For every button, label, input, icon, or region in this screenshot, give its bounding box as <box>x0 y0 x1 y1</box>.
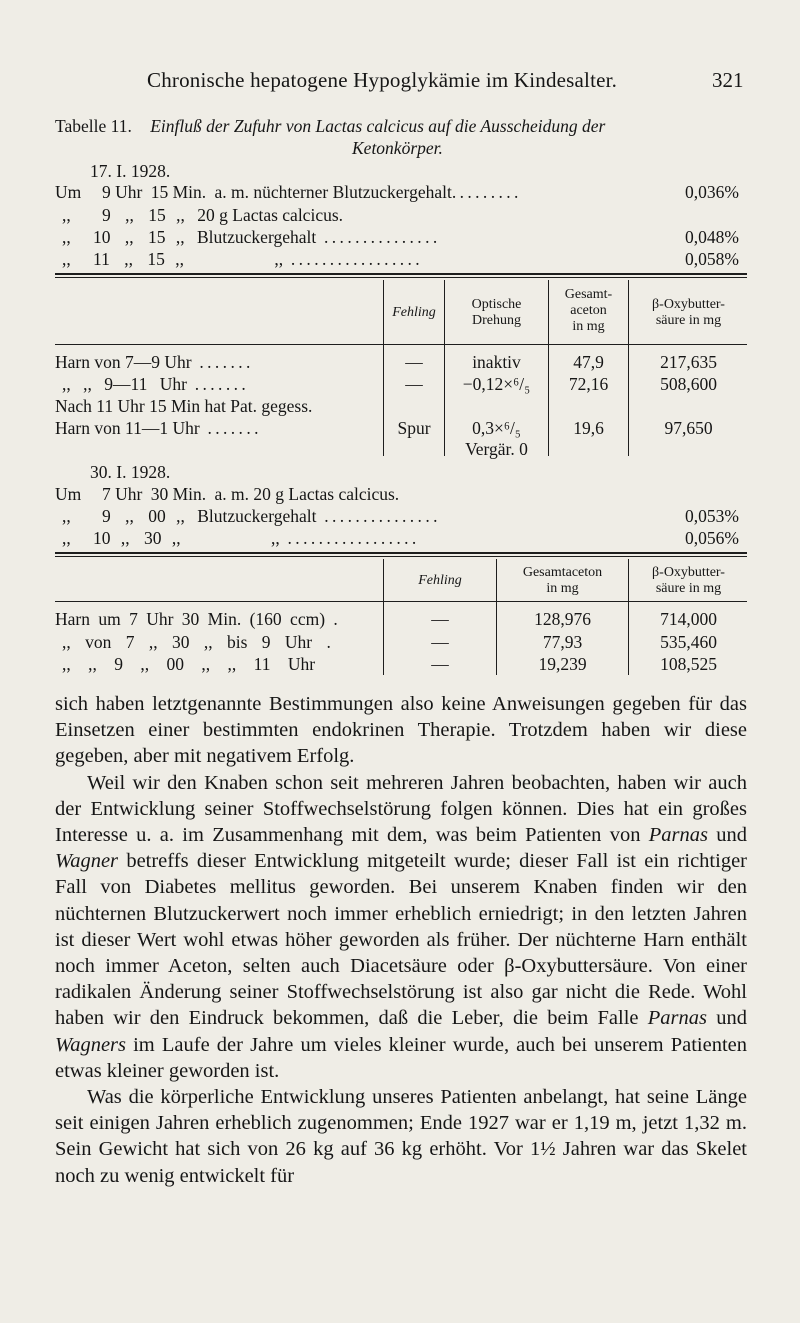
table1-header-saeure <box>630 297 747 329</box>
log-unit: ,, <box>120 528 130 548</box>
table-cell: inaktiv <box>472 352 521 372</box>
log-hour: 7 <box>102 484 111 504</box>
header-line: säure in mg <box>655 313 722 328</box>
header-line: β-Oxybutter- <box>652 565 725 580</box>
header-line: Drehung <box>472 313 521 328</box>
log-value: 0,058% <box>685 249 739 269</box>
log-hour: 9 <box>102 506 111 526</box>
log-time <box>102 205 343 226</box>
table1-header-aceton <box>550 287 627 335</box>
log-min: 15 <box>148 227 166 247</box>
log-time <box>102 484 399 505</box>
log-desc: ,, <box>271 528 280 548</box>
section1-date: 17. I. 1928. <box>90 161 171 181</box>
log-desc: 20 g Lactas calcicus. <box>197 205 344 225</box>
log-unit2: Min. <box>172 484 207 504</box>
log-value: 0,056% <box>685 528 739 548</box>
section2-date: 30. I. 1928. <box>90 462 171 482</box>
header-line: β-Oxybutter- <box>652 297 725 312</box>
log-desc: a. m. 20 g Lactas calcicus. <box>214 484 400 504</box>
log-prefix: ,, <box>62 227 71 247</box>
table1-col-divider <box>628 280 629 456</box>
header-line: aceton <box>570 303 607 318</box>
table-cell: 535,460 <box>660 632 717 652</box>
log-time: 9 ,, 00 ,, Blutzuckergehalt ............... <box>102 506 441 526</box>
log-prefix: ,, <box>62 528 71 548</box>
table-row-label: ,, ,, 9 ,, 00 ,, ,, 11 Uhr <box>62 654 316 674</box>
header-line: in mg <box>572 319 605 334</box>
log-hour: 11 <box>93 249 110 269</box>
table-cell: 508,600 <box>660 374 717 394</box>
log-prefix: Um <box>55 484 82 504</box>
log-desc: ,, <box>274 249 284 269</box>
table-cell: — <box>405 374 423 394</box>
log-unit2: ,, <box>175 249 184 269</box>
table-cell: 714,000 <box>660 609 717 629</box>
table-cell: 19,239 <box>538 654 587 674</box>
log-unit2: ,, <box>176 205 185 225</box>
log-unit2: ,, <box>176 506 185 526</box>
table2-col-divider <box>383 559 384 675</box>
log-row <box>55 182 81 203</box>
table-caption-line2 <box>352 138 443 159</box>
table1-col-divider <box>383 280 384 456</box>
paragraph: Weil wir den Knaben schon seit mehreren Jahren beobachten, haben wir auch der Entwicklung seiner Stoffwechselstörung folgen können. Dies hat ein großes Interesse u. a. im Zusammenhang mit dem, was beim Patienten von Parnas und Wagner betreffs dieser Entwicklung mitgeteilt wurde; dieser Fall ist ein richtiger Fall von Diabetes mellitus geworden. Bei unserem Knaben finden wir den nüchternen Blutzuckerwert noch immer erheblich erniedrigt; in den letzten Jahren ist dieser Wert wohl etwas höher geworden als früher. Der nüchterne Harn enthält noch immer Aceton, selten auch Diacetsäure oder β-Oxybuttersäure. Von einer radikalen Änderung seiner Stoffwechselstörung ist also gar nicht die Rede. Wohl haben wir den Eindruck bekommen, daß die Leber, die beim Falle Parnas und Wagners im Laufe der Jahre um vieles kleiner wurde, auch bei unserem Patienten etwas kleiner geworden ist. <box>55 771 748 1082</box>
table2-top-rule-thin <box>55 556 747 557</box>
log-unit: ,, <box>125 205 134 225</box>
table1-col-divider <box>444 280 445 456</box>
author-name: Wagner <box>55 850 119 873</box>
log-hour: 9 <box>102 205 111 225</box>
log-value: 0,048% <box>685 227 739 247</box>
table2-top-rule <box>55 552 747 554</box>
table-row-label: Harn von 11—1 Uhr ....... <box>55 418 262 438</box>
log-desc: a. m. nüchterner Blutzuckergehalt <box>214 182 452 202</box>
table-caption-text-cont: Ketonkörper. <box>352 138 443 158</box>
log-prefix: Um <box>55 182 82 202</box>
header-line: Optische <box>471 297 522 312</box>
log-unit2: Min. <box>172 182 207 202</box>
log-unit2: ,, <box>171 528 181 548</box>
log-time: 10 ,, 30 ,, ,, ................. <box>93 528 420 548</box>
table2-header-rule <box>55 601 747 602</box>
author-name: Parnas <box>647 1007 707 1030</box>
table2-col-divider <box>628 559 629 675</box>
table1-header-drehung <box>446 297 547 329</box>
header-line: säure in mg <box>655 581 722 596</box>
table2-col-divider <box>496 559 497 675</box>
author-name: Parnas <box>648 824 708 847</box>
log-time: 9 Uhr 15 Min. a. m. nüchterner Blutzuckergehalt......... <box>102 182 522 202</box>
log-prefix: ,, <box>62 506 71 526</box>
author-name: Wagners <box>55 1033 126 1056</box>
table1-col-divider <box>548 280 549 456</box>
log-hour: 10 <box>93 528 111 548</box>
running-header-title: Chronische hepatogene Hypoglykämie im Kindesalter. <box>147 68 618 92</box>
table-cell: 217,635 <box>660 352 717 372</box>
log-hour: 10 <box>93 227 111 247</box>
table1-top-rule-thin <box>55 277 747 278</box>
table-cell: 0,3×⁶/₅ <box>472 418 521 438</box>
table-cell: Spur <box>397 418 431 438</box>
log-prefix: ,, <box>62 249 71 269</box>
log-value: 0,036% <box>685 182 739 202</box>
log-time: 10 ,, 15 ,, Blutzuckergehalt ............... <box>93 227 441 247</box>
log-value: 0,053% <box>685 506 739 526</box>
log-unit2: ,, <box>175 227 185 247</box>
table-caption-text: Einfluß der Zufuhr von Lactas calcicus auf die Ausscheidung der <box>150 116 606 136</box>
table-row-label: Harn von 7—9 Uhr ....... <box>55 352 254 372</box>
log-min: 15 <box>150 182 169 202</box>
table-row-label: ,, von 7 ,, 30 ,, bis 9 Uhr . <box>62 632 331 652</box>
log-unit: ,, <box>125 506 134 526</box>
table-row-note: Nach 11 Uhr 15 Min hat Pat. gegess. <box>55 396 313 416</box>
table-cell: 108,525 <box>660 654 717 674</box>
table-caption-line1 <box>55 116 605 137</box>
log-min: 00 <box>148 506 166 526</box>
log-unit: Uhr <box>115 182 143 202</box>
header-line: Gesamtaceton <box>522 565 603 580</box>
table2-header-saeure <box>630 565 747 597</box>
table-label: Tabelle 11. <box>55 116 132 136</box>
log-time: 11 ,, 15 ,, ,, ................. <box>93 249 424 269</box>
log-min: 30 <box>150 484 169 504</box>
table-cell: 19,6 <box>573 418 604 438</box>
table2-header-fehling: Fehling <box>418 573 462 588</box>
paragraph: Was die körperliche Entwicklung unseres Patienten anbelangt, hat seine Länge seit einigen Jahren erheblich zugenommen; Ende 1927 war er 1,19 m, jetzt 1,32 m. Sein Gewicht hat sich von 26 kg auf 36 kg erhöht. Vor 1½ Jahren war das Skelet noch zu wenig entwickelt für <box>55 1086 747 1187</box>
table-row-label: ,, ,, 9—11 Uhr ....... <box>62 374 250 394</box>
log-unit: ,, <box>124 249 133 269</box>
table-cell: — <box>405 352 423 372</box>
table-cell: −0,12×⁶/₅ <box>462 374 531 394</box>
header-line: Gesamt- <box>564 287 613 302</box>
log-unit: ,, <box>124 227 134 247</box>
log-min: 15 <box>148 205 166 225</box>
table-cell: 47,9 <box>573 352 604 372</box>
table-row-label: Harn um 7 Uhr 30 Min. (160 ccm) . <box>55 609 338 629</box>
paragraph: sich haben letztgenannte Bestimmungen also keine Anweisungen gegeben für das Einsetzen einer bestimmten endokrinen Therapie. Trotzdem haben wir diese gegeben, aber mit negativem Erfolg. <box>55 693 747 768</box>
table-cell: 128,976 <box>534 609 591 629</box>
body-text <box>55 691 747 1189</box>
log-hour: 9 <box>102 182 111 202</box>
log-min: 15 <box>147 249 165 269</box>
table-cell: 97,650 <box>664 418 713 438</box>
table-cell: 72,16 <box>568 374 609 394</box>
log-prefix: ,, <box>62 205 71 225</box>
table1-top-rule <box>55 273 747 275</box>
table1-header-fehling: Fehling <box>392 305 436 320</box>
log-desc: Blutzuckergehalt <box>197 506 317 526</box>
table-cell: 77,93 <box>542 632 583 652</box>
table-cell: — <box>431 654 449 674</box>
table-cell: — <box>431 609 449 629</box>
log-desc: Blutzuckergehalt <box>197 227 317 247</box>
table-cell: Vergär. 0 <box>465 439 528 459</box>
log-unit: Uhr <box>115 484 143 504</box>
page-number: 321 <box>712 68 744 92</box>
table1-header-rule <box>55 344 747 345</box>
header-line: in mg <box>546 581 579 596</box>
table-cell: — <box>431 632 449 652</box>
table2-header-aceton <box>498 565 627 597</box>
log-min: 30 <box>144 528 162 548</box>
